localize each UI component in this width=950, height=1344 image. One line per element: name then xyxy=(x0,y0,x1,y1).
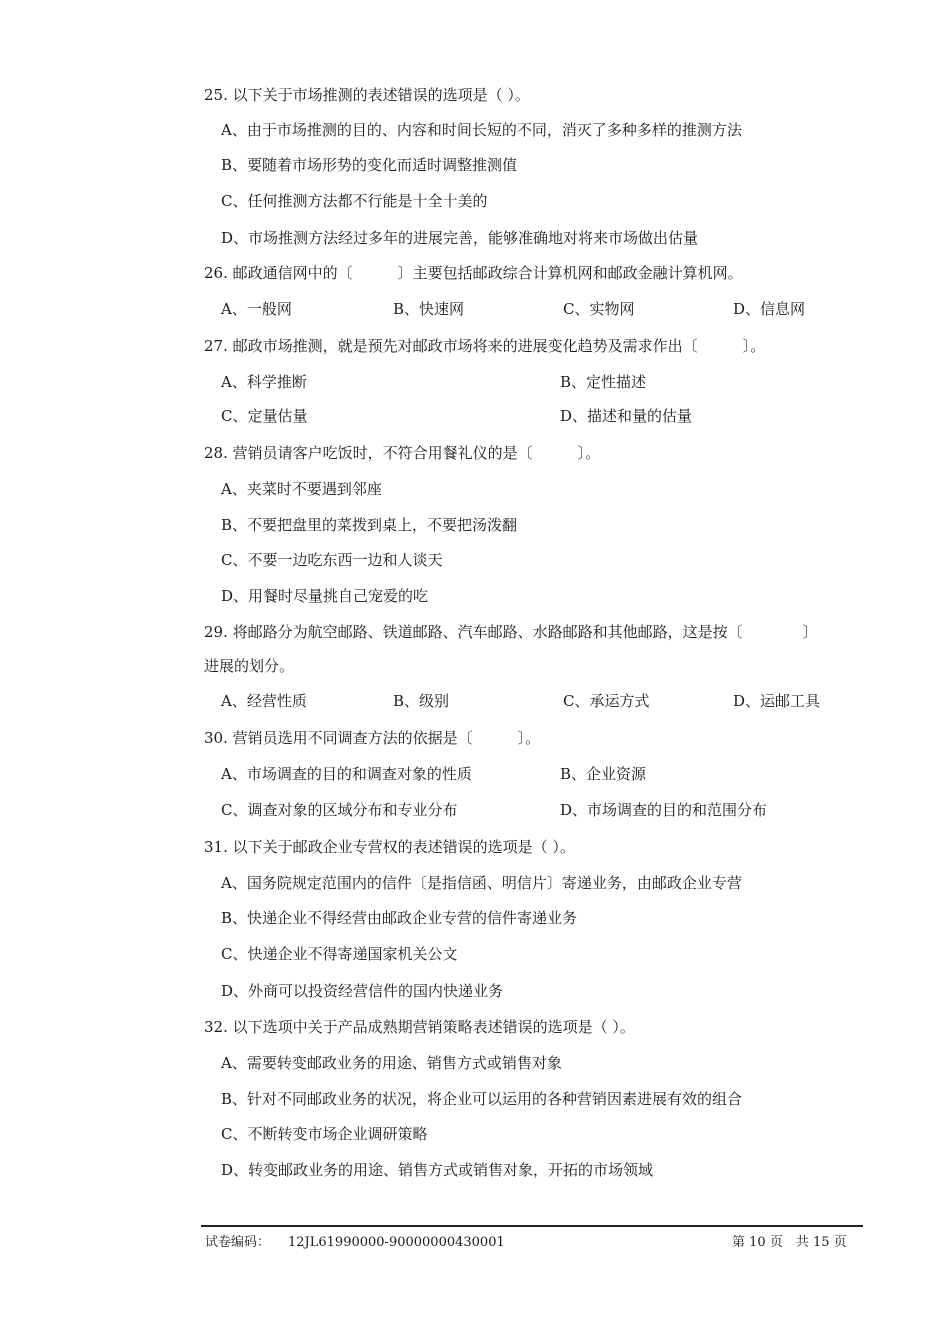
question-32-option-c: C、不断转变市场企业调研策略 xyxy=(221,1125,428,1143)
question-28-stem: 28. 营销员请客户吃饭时，不符合用餐礼仪的是〔 〕。 xyxy=(204,444,601,462)
question-31-option-a: A、国务院规定范围内的信件〔是指信函、明信片〕寄递业务，由邮政企业专营 xyxy=(221,874,742,892)
question-27-option-c: C、定量估量 xyxy=(221,407,308,425)
question-30-option-a: A、市场调查的目的和调查对象的性质 xyxy=(221,765,472,783)
question-26-stem: 26. 邮政通信网中的〔 〕主要包括邮政综合计算机网和邮政金融计算机网。 xyxy=(204,264,743,282)
question-32-option-b: B、针对不同邮政业务的状况，将企业可以运用的各种营销因素进展有效的组合 xyxy=(221,1090,743,1108)
question-27-option-d: D、描述和量的估量 xyxy=(560,407,693,425)
footer-divider xyxy=(201,1225,863,1227)
question-28-option-b: B、不要把盘里的菜拨到桌上，不要把汤泼翻 xyxy=(221,516,518,534)
question-25-stem: 25. 以下关于市场推测的表述错误的选项是（ ）。 xyxy=(204,86,530,104)
question-30-option-b: B、企业资源 xyxy=(560,765,647,783)
question-28-option-c: C、不要一边吃东西一边和人谈天 xyxy=(221,551,443,569)
page-suffix: 页 xyxy=(833,1235,847,1250)
question-26-option-c: C、实物网 xyxy=(563,300,635,318)
question-32-stem: 32. 以下选项中关于产品成熟期营销策略表述错误的选项是（ ）。 xyxy=(204,1018,635,1036)
question-27-option-a: A、科学推断 xyxy=(221,373,307,391)
question-29-option-a: A、经营性质 xyxy=(221,692,307,710)
page-number xyxy=(732,1234,847,1252)
question-28-option-d: D、用餐时尽量挑自己宠爱的吃 xyxy=(221,587,429,605)
question-29-option-c: C、承运方式 xyxy=(563,692,650,710)
question-26-option-b: B、快速网 xyxy=(393,300,465,318)
question-32-option-d: D、转变邮政业务的用途、销售方式或销售对象，开拓的市场领域 xyxy=(221,1161,654,1179)
question-27-option-b: B、定性描述 xyxy=(560,373,647,391)
question-25-option-b: B、要随着市场形势的变化而适时调整推测值 xyxy=(221,156,518,174)
question-29-stem-continued: 进展的划分。 xyxy=(204,657,295,675)
question-25-option-a: A、由于市场推测的目的、内容和时间长短的不同，消灭了多种多样的推测方法 xyxy=(221,121,742,139)
total-pages: 15 xyxy=(813,1235,830,1250)
current-page: 10 xyxy=(749,1235,766,1250)
question-25-option-d: D、市场推测方法经过多年的进展完善，能够准确地对将来市场做出估量 xyxy=(221,229,699,247)
page-prefix: 第 xyxy=(732,1235,746,1250)
question-31-stem: 31. 以下关于邮政企业专营权的表述错误的选项是（ ）。 xyxy=(204,838,575,856)
question-32-option-a: A、需要转变邮政业务的用途、销售方式或销售对象 xyxy=(221,1054,562,1072)
exam-code-value: 12JL61990000-90000000430001 xyxy=(288,1235,505,1250)
question-28-option-a: A、夹菜时不要遇到邻座 xyxy=(221,480,382,498)
question-31-option-c: C、快递企业不得寄递国家机关公文 xyxy=(221,945,458,963)
question-27-stem: 27. 邮政市场推测，就是预先对邮政市场将来的进展变化趋势及需求作出〔 〕。 xyxy=(204,337,766,355)
question-30-option-d: D、市场调查的目的和范围分布 xyxy=(560,801,768,819)
question-26-option-d: D、信息网 xyxy=(733,300,806,318)
question-26-option-a: A、一般网 xyxy=(221,300,292,318)
question-30-option-c: C、调查对象的区域分布和专业分布 xyxy=(221,801,458,819)
exam-code-label: 试卷编码： xyxy=(205,1235,271,1250)
question-29-stem: 29. 将邮路分为航空邮路、铁道邮路、汽车邮路、水路邮路和其他邮路，这是按〔 〕 xyxy=(204,623,818,641)
question-29-option-b: B、级别 xyxy=(393,692,450,710)
question-31-option-d: D、外商可以投资经营信件的国内快递业务 xyxy=(221,982,504,1000)
question-30-stem: 30. 营销员选用不同调查方法的依据是〔 〕。 xyxy=(204,729,541,747)
question-31-option-b: B、快递企业不得经营由邮政企业专营的信件寄递业务 xyxy=(221,909,578,927)
question-29-option-d: D、运邮工具 xyxy=(733,692,821,710)
question-25-option-c: C、任何推测方法都不行能是十全十美的 xyxy=(221,192,488,210)
page-mid: 页 共 xyxy=(769,1235,809,1250)
